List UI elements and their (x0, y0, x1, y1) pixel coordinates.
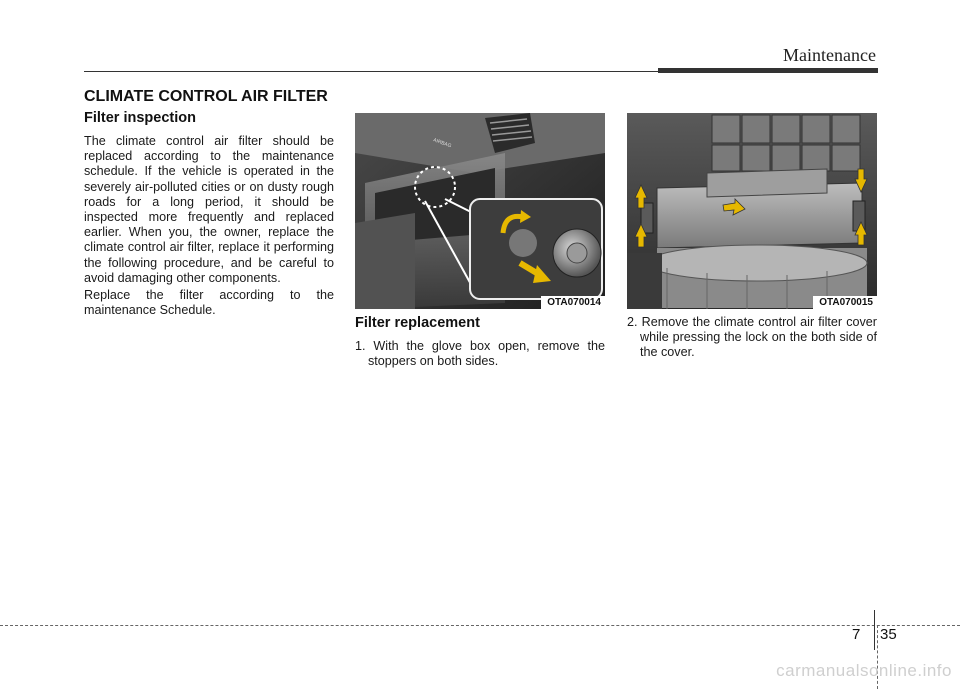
glove-box-illustration (355, 113, 605, 309)
footer-rule (0, 625, 960, 626)
header-rule (84, 71, 660, 72)
page-divider (874, 610, 875, 650)
step-2: 2. Remove the climate control air filter cover while pressing the lock on the both side of the cover. (627, 315, 877, 360)
header-rule-accent (658, 68, 878, 73)
replacement-column (355, 315, 605, 369)
chapter-title: Maintenance (783, 45, 876, 65)
airbag-label: AIRBAG (432, 137, 453, 150)
watermark: carmanualsonline.info (776, 661, 952, 680)
schedule-paragraph: Replace the filter according to the maintenance Schedule. (84, 288, 334, 318)
inspection-column (84, 110, 334, 320)
inspection-heading: Filter inspection (84, 110, 196, 126)
filter-cover-figure (627, 113, 877, 309)
glove-box-figure (355, 113, 605, 309)
step-2-column (627, 315, 877, 361)
chapter-number: 7 (852, 626, 861, 643)
page-number: 35 (880, 626, 897, 643)
replacement-heading: Filter replacement (355, 315, 480, 331)
section-title: CLIMATE CONTROL AIR FILTER (84, 88, 328, 105)
filter-cover-illustration (627, 113, 877, 309)
inspection-paragraph: The climate control air filter should be replaced according to the maintenance schedule. If the vehicle is operated in the severely air-polluted cities or on dusty rough roads for a long period, it should be inspected more frequently and replaced earlier. When you, the owner, replace the climate control air filter, replace it performing the following procedure, and be careful to avoid damaging other components. (84, 134, 334, 285)
figure-code: OTA070015 (813, 296, 877, 309)
figure-code: OTA070014 (541, 296, 605, 309)
step-1: 1. With the glove box open, remove the stoppers on both sides. (355, 339, 605, 369)
